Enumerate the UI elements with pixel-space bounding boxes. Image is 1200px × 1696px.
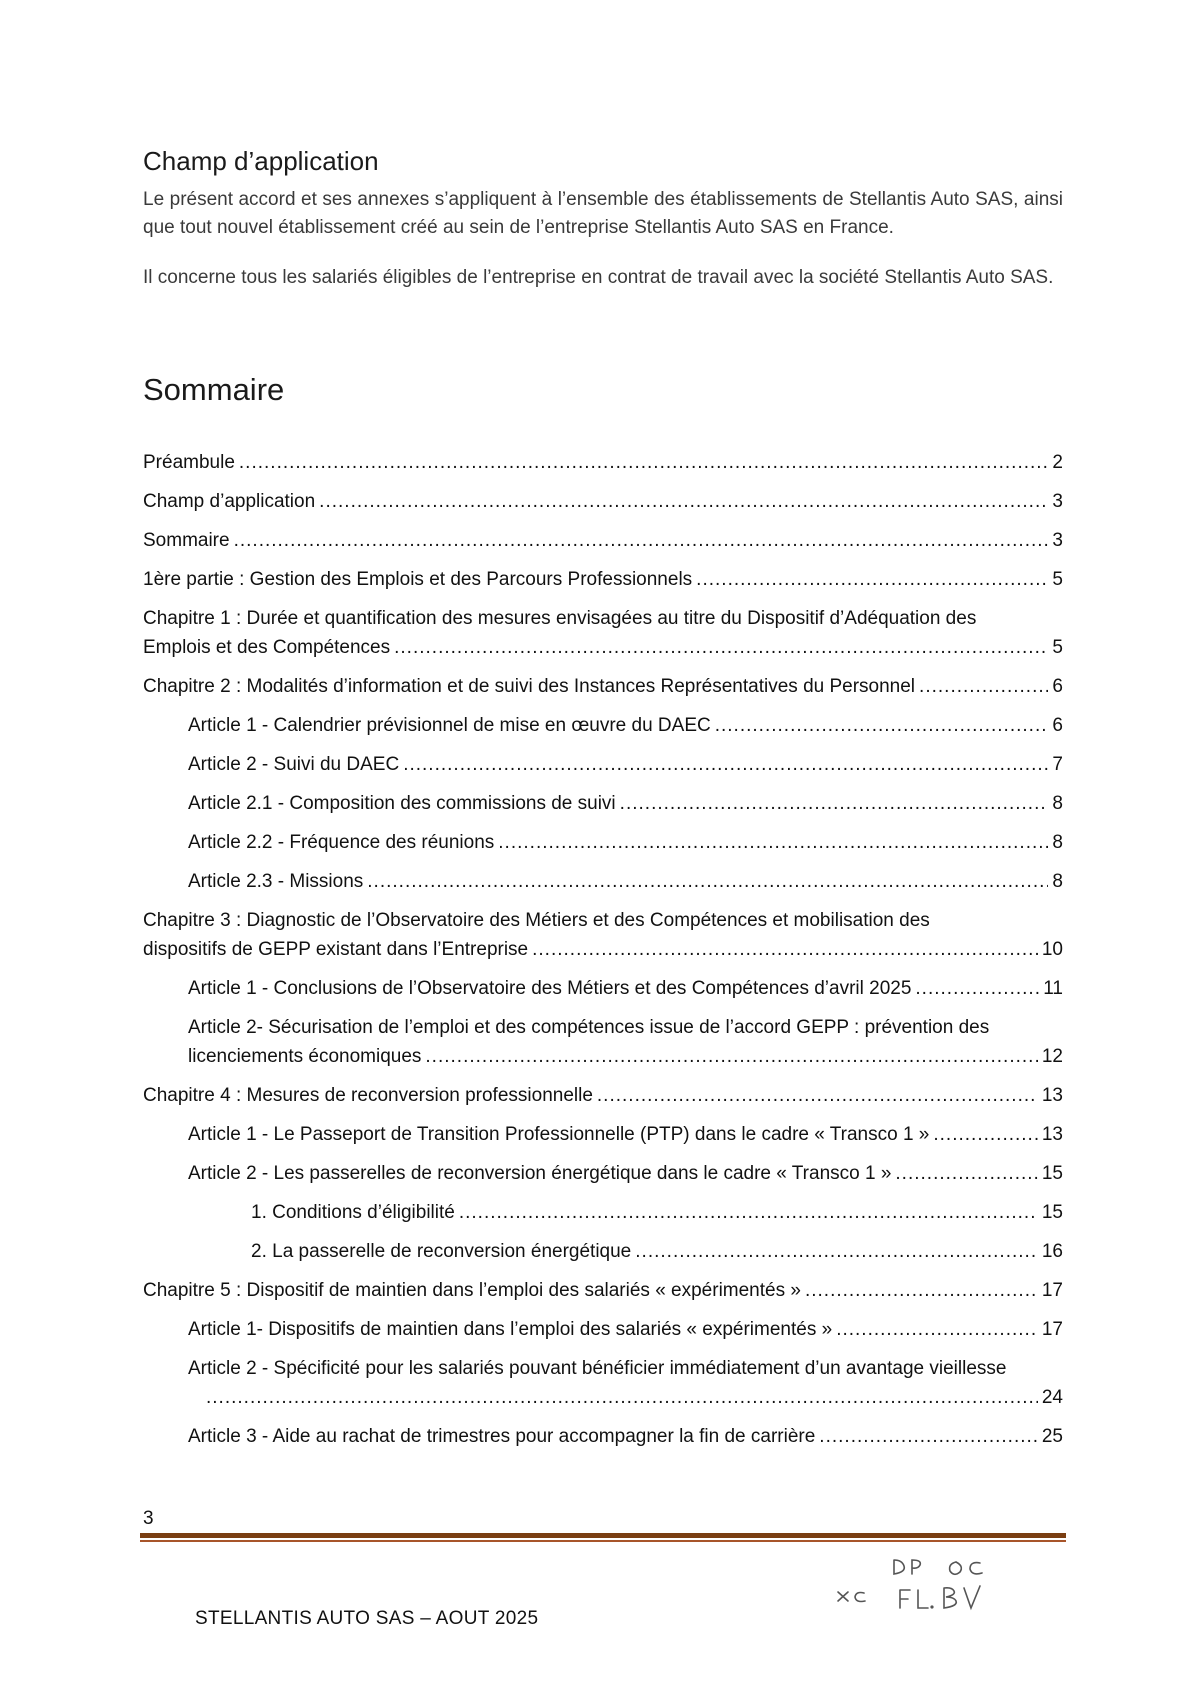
toc-leader-dots (805, 1276, 1038, 1305)
toc-entry-page: 6 (1052, 715, 1063, 736)
toc-entry-chapitre-5[interactable] (143, 1276, 1063, 1305)
toc-entry-ch2-article-1[interactable] (188, 711, 1063, 740)
footer-rule-dark (140, 1533, 1066, 1538)
scope-paragraph-1: Le présent accord et ses annexes s’appliquent à l’ensemble des établissements de Stellantis Auto SAS, ainsi que tout nouvel établissement créé au sein de l’entreprise Stellantis Auto SAS en France. (143, 189, 1063, 238)
toc-entry-page: 13 (1041, 1124, 1063, 1145)
toc-entry-ch3-article-2[interactable] (188, 1013, 1063, 1071)
page-number: 3 (143, 1508, 154, 1529)
toc-entry-passerelle-reconversion[interactable] (251, 1237, 1063, 1266)
toc-entry-page: 13 (1041, 1085, 1063, 1106)
toc-entry-title: Chapitre 4 : Mesures de reconversion professionnelle (143, 1085, 593, 1106)
toc-entry-ch2-article-2-1[interactable] (188, 789, 1063, 818)
toc-entry-title: Article 2.3 - Missions (188, 871, 364, 892)
toc-entry-title: Article 2 - Suivi du DAEC (188, 754, 400, 775)
toc-leader-dots (206, 1383, 1038, 1412)
toc-entry-title: 1ère partie : Gestion des Emplois et des Parcours Professionnels (143, 569, 693, 590)
toc-leader-dots (498, 828, 1048, 857)
toc-entry-page: 5 (1052, 637, 1063, 658)
toc-entry-title: Article 2 - Spécificité pour les salariés pouvant bénéficier immédiatement d’un avantage vieillesse (188, 1358, 1007, 1379)
toc-entry-page: 17 (1041, 1319, 1063, 1340)
toc-entry-title-cont: Emplois et des Compétences (143, 637, 391, 658)
toc-entry-title: Préambule (143, 452, 235, 473)
toc-entry-ch5-article-3[interactable] (188, 1422, 1063, 1451)
toc-entry-title: Sommaire (143, 530, 230, 551)
toc-entry-page: 11 (1043, 978, 1063, 999)
toc-leader-dots (696, 565, 1048, 594)
handwritten-initials (828, 1550, 1008, 1620)
toc-entry-conditions-eligibilite[interactable] (251, 1198, 1063, 1227)
toc-entry-page: 6 (1052, 676, 1063, 697)
toc-entry-title: Chapitre 5 : Dispositif de maintien dans l’emploi des salariés « expérimentés » (143, 1280, 801, 1301)
toc-entry-title: Champ d’application (143, 491, 316, 512)
toc-entry-partie-1[interactable] (143, 565, 1063, 594)
toc-entry-title-cont: licenciements économiques (188, 1046, 422, 1067)
toc-entry-page: 8 (1052, 871, 1063, 892)
toc-leader-dots (319, 487, 1048, 516)
toc-entry-ch5-article-1[interactable] (188, 1315, 1063, 1344)
toc-entry-page: 15 (1041, 1163, 1063, 1184)
toc-entry-chapitre-3[interactable] (143, 906, 1063, 964)
toc-entry-ch3-article-1[interactable] (188, 974, 1063, 1003)
toc-entry-title: 1. Conditions d’éligibilité (251, 1202, 455, 1223)
toc-entry-page: 24 (1041, 1387, 1063, 1408)
toc-entry-title: Article 2- Sécurisation de l’emploi et des compétences issue de l’accord GEPP : prévention des (188, 1017, 990, 1038)
toc-entry-title: Article 1 - Conclusions de l’Observatoire des Métiers et des Compétences d’avril 2025 (188, 978, 912, 999)
toc-entry-title: Chapitre 3 : Diagnostic de l’Observatoire des Métiers et des Compétences et mobilisation des (143, 910, 930, 931)
table-of-contents (143, 448, 1063, 1461)
footer-rule-light (140, 1540, 1066, 1542)
toc-entry-page: 5 (1052, 569, 1063, 590)
toc-entry-ch4-article-2[interactable] (188, 1159, 1063, 1188)
toc-leader-dots (919, 672, 1048, 701)
toc-entry-title: Article 1 - Le Passeport de Transition Professionnelle (PTP) dans le cadre « Transco 1 » (188, 1124, 930, 1145)
toc-leader-dots (915, 974, 1039, 1003)
toc-entry-page: 8 (1052, 832, 1063, 853)
toc-entry-title: Article 1 - Calendrier prévisionnel de mise en œuvre du DAEC (188, 715, 711, 736)
toc-leader-dots (403, 750, 1048, 779)
toc-leader-dots (620, 789, 1049, 818)
toc-leader-dots (234, 526, 1049, 555)
toc-entry-champ-application[interactable] (143, 487, 1063, 516)
toc-entry-page: 12 (1041, 1046, 1063, 1067)
toc-leader-dots (532, 935, 1038, 964)
toc-leader-dots (239, 448, 1049, 477)
scope-paragraph-2: Il concerne tous les salariés éligibles de l’entreprise en contrat de travail avec la société Stellantis Auto SAS. (143, 267, 1054, 288)
toc-entry-title: Article 3 - Aide au rachat de trimestres pour accompagner la fin de carrière (188, 1426, 816, 1447)
toc-entry-ch2-article-2[interactable] (188, 750, 1063, 779)
toc-entry-page: 3 (1052, 491, 1063, 512)
toc-leader-dots (635, 1237, 1038, 1266)
toc-heading: Sommaire (143, 372, 285, 407)
toc-entry-title: 2. La passerelle de reconversion énergétique (251, 1241, 632, 1262)
toc-entry-title: Chapitre 2 : Modalités d’information et de suivi des Instances Représentatives du Personnel (143, 676, 916, 697)
toc-leader-dots (715, 711, 1049, 740)
toc-entry-page: 17 (1041, 1280, 1063, 1301)
toc-entry-chapitre-1[interactable] (143, 604, 1063, 662)
toc-entry-ch4-article-1[interactable] (188, 1120, 1063, 1149)
toc-entry-page: 15 (1041, 1202, 1063, 1223)
toc-leader-dots (895, 1159, 1037, 1188)
toc-entry-ch2-article-2-2[interactable] (188, 828, 1063, 857)
footer-company: STELLANTIS AUTO SAS – AOUT 2025 (195, 1608, 539, 1629)
toc-entry-title-cont: dispositifs de GEPP existant dans l’Entreprise (143, 939, 529, 960)
toc-leader-dots (367, 867, 1048, 896)
toc-entry-title: Article 2.2 - Fréquence des réunions (188, 832, 495, 853)
toc-entry-sommaire[interactable] (143, 526, 1063, 555)
toc-leader-dots (836, 1315, 1038, 1344)
toc-leader-dots (459, 1198, 1038, 1227)
toc-leader-dots (425, 1042, 1037, 1071)
toc-leader-dots (819, 1422, 1038, 1451)
toc-entry-chapitre-2[interactable] (143, 672, 1063, 701)
toc-entry-page: 16 (1041, 1241, 1063, 1262)
toc-entry-title: Article 2 - Les passerelles de reconversion énergétique dans le cadre « Transco 1 » (188, 1163, 892, 1184)
toc-leader-dots (933, 1120, 1037, 1149)
toc-entry-page: 25 (1041, 1426, 1063, 1447)
toc-entry-title: Article 2.1 - Composition des commissions de suivi (188, 793, 616, 814)
toc-entry-chapitre-4[interactable] (143, 1081, 1063, 1110)
toc-entry-ch5-article-2[interactable] (188, 1354, 1063, 1412)
toc-entry-page: 7 (1052, 754, 1063, 775)
toc-entry-page: 2 (1052, 452, 1063, 473)
toc-leader-dots (597, 1081, 1038, 1110)
toc-entry-page: 8 (1052, 793, 1063, 814)
toc-entry-ch2-article-2-3[interactable] (188, 867, 1063, 896)
scope-heading: Champ d’application (143, 146, 379, 176)
toc-entry-page: 10 (1041, 939, 1063, 960)
toc-entry-page: 3 (1052, 530, 1063, 551)
toc-entry-title: Article 1- Dispositifs de maintien dans l’emploi des salariés « expérimentés » (188, 1319, 833, 1340)
toc-leader-dots (394, 633, 1048, 662)
toc-entry-preambule[interactable] (143, 448, 1063, 477)
toc-entry-title: Chapitre 1 : Durée et quantification des mesures envisagées au titre du Dispositif d’Adéquation des (143, 608, 977, 629)
